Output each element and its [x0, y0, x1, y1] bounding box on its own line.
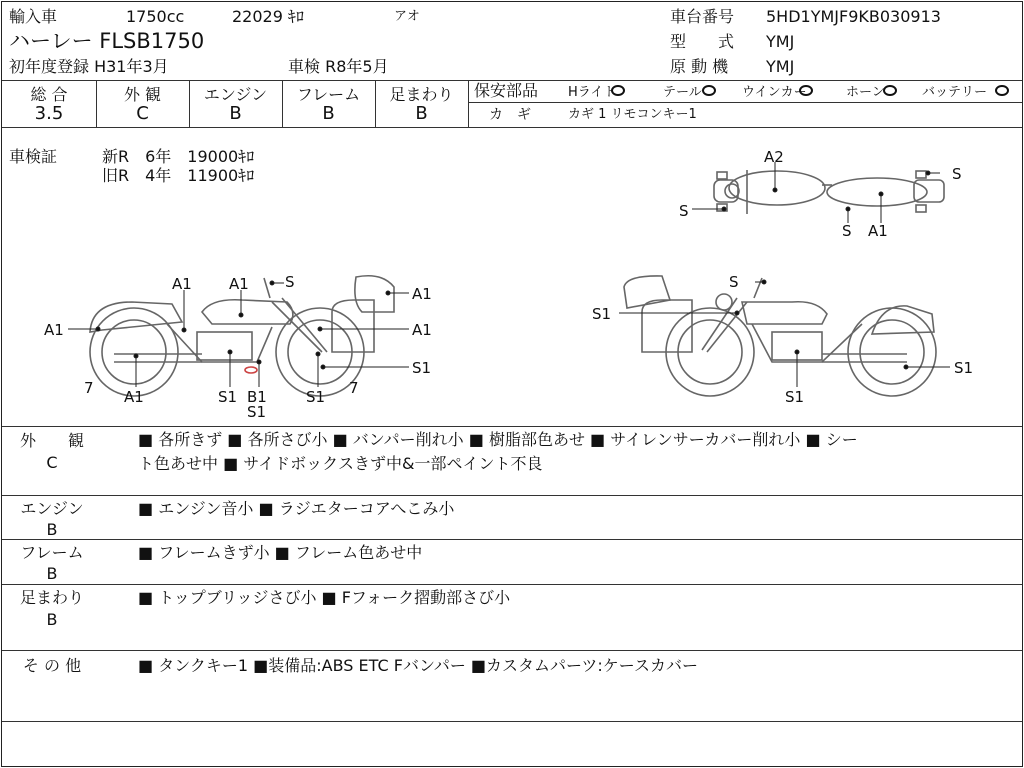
grade-overall: 3.5 — [34, 103, 64, 124]
safety-winker: ウインカー — [742, 85, 807, 100]
grade-frame: B — [322, 103, 335, 124]
section-exterior-head: 外 観 — [19, 431, 84, 450]
safety-battery: バッテリー — [922, 85, 988, 100]
auction-sheet — [1, 1, 1023, 767]
section-exterior-line: ト色あせ中 ■ サイドボックスきず中&一部ペイント不良 — [138, 454, 543, 473]
inspection-expiry: 車検 R8年5月 — [288, 57, 389, 76]
section-engine-line: ■ エンジン音小 ■ ラジエターコアへこみ小 — [138, 499, 455, 518]
grade-header-suspension: 足まわり — [389, 85, 454, 104]
diagram-label: A2 — [764, 148, 784, 166]
key-label: カ ギ — [489, 107, 531, 123]
section-engine-head: エンジン — [20, 499, 84, 518]
diagram-label: A1 — [412, 321, 432, 339]
diagram-label: S — [729, 273, 739, 291]
diagram-label: S1 — [412, 359, 432, 377]
section-suspension-head: 足まわり — [19, 588, 84, 607]
diagram-label: A1 — [229, 275, 249, 293]
safety-horn: ホーン — [846, 85, 885, 100]
safety-ok-icon — [702, 85, 716, 96]
key-value: カギ 1 リモコンキー1 — [568, 107, 697, 122]
type-value: YMJ — [766, 32, 795, 51]
diagram-label: S — [842, 222, 852, 240]
safety-ok-icon — [883, 85, 897, 96]
chassis-number: 5HD1YMJF9KB030913 — [766, 7, 941, 26]
color: アオ — [394, 9, 420, 24]
chassis-label: 車台番号 — [670, 7, 735, 26]
safety-ok-icon — [995, 85, 1009, 96]
cert-new: 新R 6年 19000ｷﾛ — [102, 147, 255, 166]
cert-old: 旧R 4年 11900ｷﾛ — [102, 166, 255, 185]
grade-header-engine: エンジン — [203, 85, 268, 104]
section-suspension-line: ■ トップブリッジさび小 ■ Fフォーク摺動部さび小 — [138, 588, 511, 607]
bike-diagram — [2, 2, 1024, 422]
section-frame-head: フレーム — [20, 543, 84, 562]
diagram-label: S — [952, 165, 962, 183]
type-label: 型 式 — [670, 32, 735, 51]
cert-label: 車検証 — [9, 147, 58, 166]
diagram-label: S — [679, 202, 689, 220]
diagram-label: A1 — [124, 388, 144, 406]
diagram-label: S — [285, 273, 295, 291]
diagram-label: S1 — [785, 388, 805, 406]
diagram-label: B1 — [247, 388, 267, 406]
safety-headlight: Hライト — [568, 85, 617, 100]
mileage: 22029 ｷﾛ — [232, 7, 304, 26]
safety-label: 保安部品 — [474, 81, 539, 100]
section-other-line: ■ タンクキー1 ■装備品:ABS ETC Fバンパー ■カスタムパーツ:ケースカバー — [138, 656, 698, 675]
diagram-label: A1 — [868, 222, 888, 240]
bike-right-view — [624, 276, 936, 396]
grade-header-overall: 総 合 — [30, 85, 68, 104]
grade-suspension: B — [415, 103, 428, 124]
safety-ok-icon — [799, 85, 813, 96]
bike-top-view — [714, 170, 944, 214]
diagram-label: A1 — [412, 285, 432, 303]
grade-engine: B — [229, 103, 242, 124]
section-engine-grade: B — [46, 520, 58, 539]
section-suspension-grade: B — [46, 610, 58, 629]
grade-header-exterior: 外 観 — [123, 85, 162, 104]
section-other-head: そ の 他 — [22, 656, 82, 675]
grade-exterior: C — [136, 103, 149, 124]
displacement: 1750cc — [126, 7, 185, 26]
maker-model: ハーレー FLSB1750 — [9, 29, 205, 53]
diagram-label: A1 — [44, 321, 64, 339]
engine-model-label: 原 動 機 — [670, 57, 729, 76]
diagram-label: A1 — [172, 275, 192, 293]
section-frame-grade: B — [46, 564, 58, 583]
section-exterior-line: ■ 各所きず ■ 各所さび小 ■ バンパー削れ小 ■ 樹脂部色あせ ■ サイレンサーカバー削れ小 ■ シー — [138, 430, 858, 449]
diagram-label: S1 — [218, 388, 238, 406]
diagram-label: 7 — [349, 379, 359, 397]
diagram-label: S1 — [306, 388, 326, 406]
grade-header-frame: フレーム — [296, 85, 361, 104]
first-registration: 初年度登録 H31年3月 — [9, 57, 169, 76]
section-exterior-grade: C — [46, 453, 58, 472]
section-frame-line: ■ フレームきず小 ■ フレーム色あせ中 — [138, 543, 423, 562]
diagram-label: S1 — [592, 305, 612, 323]
safety-ok-icon — [611, 85, 625, 96]
safety-tail: テール — [663, 85, 702, 100]
diagram-label: S1 — [247, 403, 267, 421]
import-label: 輸入車 — [9, 7, 58, 26]
diagram-label: 7 — [84, 379, 94, 397]
diagram-label: S1 — [954, 359, 974, 377]
engine-model-value: YMJ — [766, 57, 795, 76]
